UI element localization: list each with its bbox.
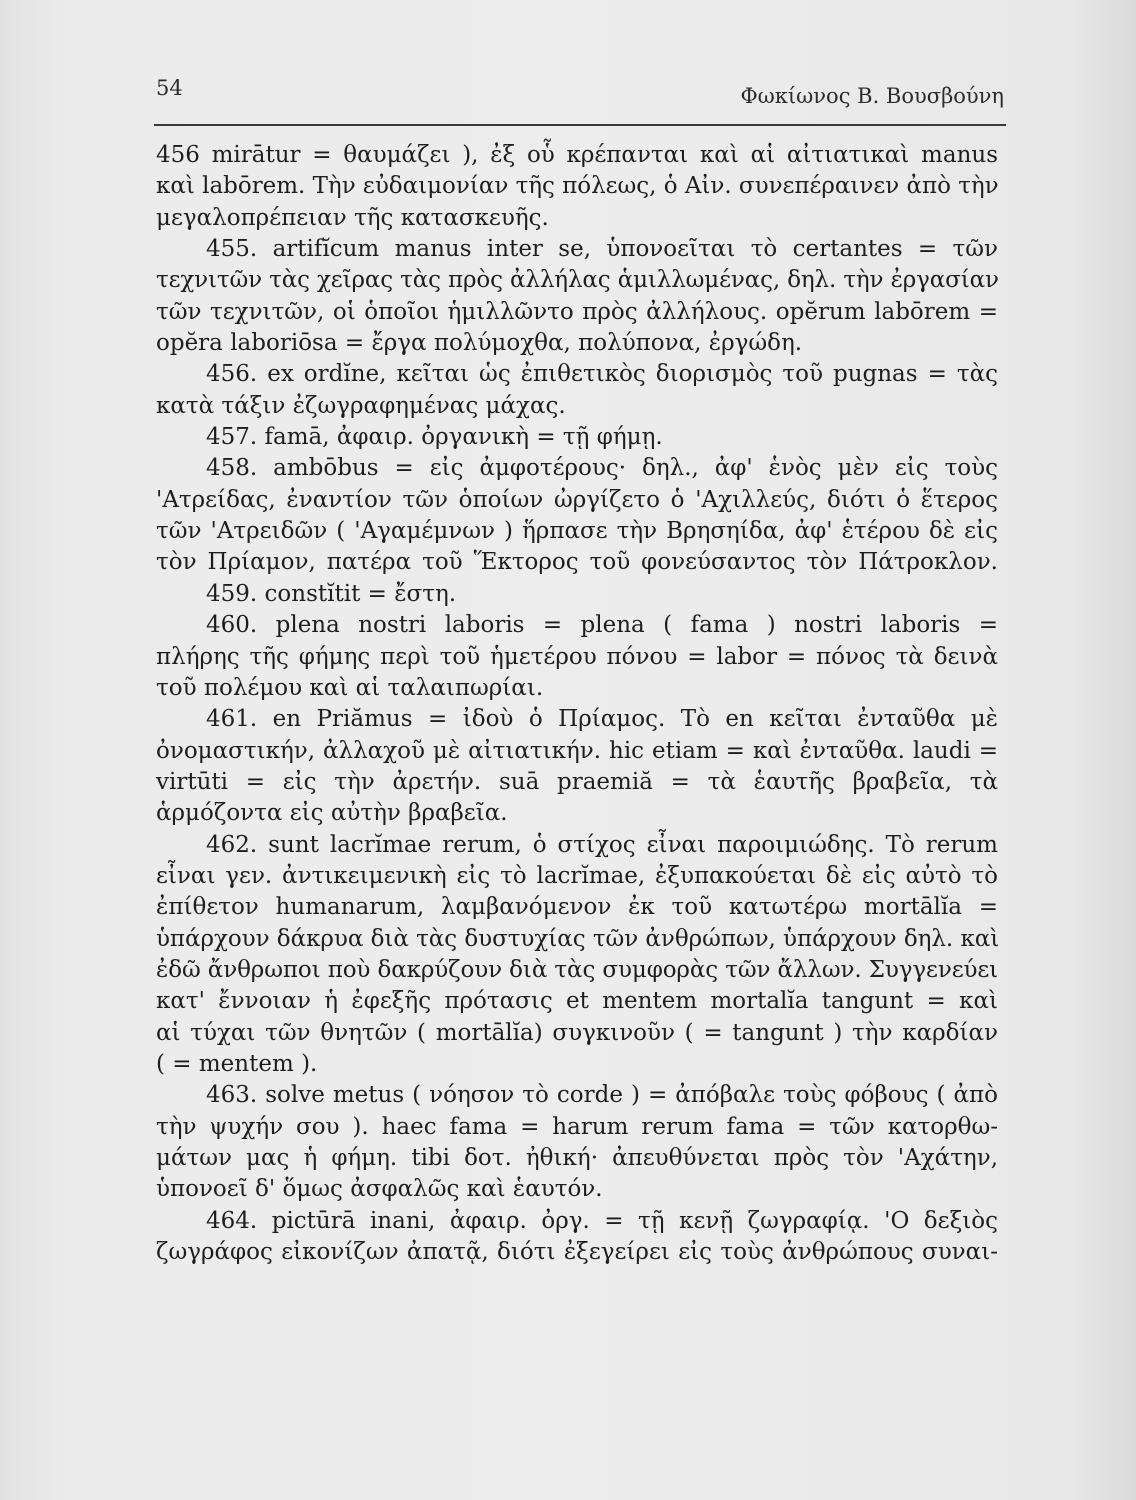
text-line: τεχνιτῶν τὰς χεῖρας τὰς πρὸς ἀλλήλας ἁμιλλωμένας, δηλ. τὴν ἐργασίαν (156, 267, 999, 294)
text-line: ὑπάρχουν δάκρυα διὰ τὰς δυστυχίας τῶν ἀνθρώπων, ὑπάρχουν δηλ. καὶ (156, 925, 1000, 952)
text-line: ὑπονοεῖ δ' ὅμως ἀσφαλῶς καὶ ἑαυτόν. (156, 1176, 603, 1203)
text-line: κατὰ τάξιν ἐζωγραφημένας μάχας. (156, 392, 566, 419)
text-line: ἁρμόζοντα εἰς αὐτὴν βραβεῖα. (156, 800, 508, 827)
header-rule (154, 124, 1006, 126)
text-line: πλήρης τῆς φήμης περὶ τοῦ ἡμετέρου πόνου = labor = πόνος τὰ δεινὰ (156, 643, 998, 670)
text-line: καὶ labōrem. Τὴν εὐδαιμονίαν τῆς πόλεως, ὁ Αἰν. συνεπέραινεν ἀπὸ τὴν (156, 173, 999, 200)
text-line: μάτων μας ἡ φήμη. tibi δοτ. ἠθική· ἀπευθύνεται πρὸς τὸν 'Αχάτην, (156, 1145, 998, 1171)
note-464: 464. pictūrā inani, ἀφαιρ. ὀργ. = τῇ κενῇ ζωγραφίᾳ. 'Ο δεξιὸς (206, 1207, 998, 1234)
text-line: τῶν 'Ατρειδῶν ( 'Αγαμέμνων ) ἥρπασε τὴν Βρησηίδα, ἀφ' ἑτέρου δὲ εἰς (156, 518, 998, 545)
text-line: τὴν ψυχήν σου ). haec fama = harum rerum fama = τῶν κατορθω- (156, 1113, 998, 1140)
note-455: 455. artifĭcum manus inter se, ὑπονοεῖται τὸ certantes = τῶν (206, 236, 998, 263)
note-456: 456. ex ordĭne, κεῖται ὡς ἐπιθετικὸς διορισμὸς τοῦ pugnas = τὰς (206, 361, 998, 388)
text-line: τῶν τεχνιτῶν, οἱ ὁποῖοι ἡμιλλῶντο πρὸς ἀλλήλους. opĕrum labōrem = (156, 298, 998, 325)
text-line: ἐδῶ ἄνθρωποι ποὺ δακρύζουν διὰ τὰς συμφορὰς τῶν ἄλλων. Συγγενεύει (156, 956, 999, 983)
text-line: κατ' ἔννοιαν ἡ ἐφεξῆς πρότασις et mentem mortalĭa tangunt = καὶ (156, 988, 998, 1015)
text-line: 456 mirātur = θαυμάζει ), ἐξ οὗ κρέπανται καὶ αἱ αἰτιατικαὶ manus (156, 142, 998, 168)
text-line: opĕra laboriōsa = ἔργα πολύμοχθα, πολύπονα, ἐργώδη. (156, 330, 803, 357)
running-head-author: Φωκίωνος Β. Βουσβούνη (740, 84, 1004, 108)
note-463: 463. solve metus ( νόησον τὸ corde ) = ἀπόβαλε τοὺς φόβους ( ἀπὸ (206, 1082, 998, 1109)
note-457: 457. famā, ἀφαιρ. ὀργανικὴ = τῇ φήμῃ. (206, 424, 663, 451)
text-line: τοῦ πολέμου καὶ αἱ ταλαιπωρίαι. (156, 674, 544, 701)
text-line: 'Ατρείδας, ἐναντίον τῶν ὁποίων ὠργίζετο ὁ 'Αχιλλεύς, διότι ὁ ἕτερος (156, 486, 998, 513)
text-line: αἱ τύχαι τῶν θνητῶν ( mortālĭa) συγκινοῦν ( = tangunt ) τὴν καρδίαν (156, 1019, 998, 1046)
note-460: 460. plena nostri laboris = plena ( fama ) nostri laboris = (206, 612, 998, 639)
text-line: ζωγράφος εἰκονίζων ἀπατᾷ, διότι ἐξεγείρει εἰς τοὺς ἀνθρώπους συναι- (156, 1239, 998, 1266)
text-line: ἐπίθετον humanarum, λαμβανόμενον ἐκ τοῦ κατωτέρω mortālĭa = (156, 894, 998, 921)
text-line: τὸν Πρίαμον, πατέρα τοῦ Ἕκτορος τοῦ φονεύσαντος τὸν Πάτροκλον. (156, 549, 998, 576)
text-line: ( = mentem ). (156, 1050, 318, 1077)
text-line: ὀνομαστικήν, ἀλλαχοῦ μὲ αἰτιατικήν. hic etiam = καὶ ἐνταῦθα. laudi = (156, 737, 998, 764)
note-461: 461. en Priămus = ἰδοὺ ὁ Πρίαμος. Τὸ en κεῖται ἐνταῦθα μὲ (206, 706, 998, 733)
text-line: εἶναι γεν. ἀντικειμενικὴ εἰς τὸ lacrĭmae, ἐξυπακούεται δὲ εἰς αὐτὸ τὸ (156, 862, 998, 889)
note-462: 462. sunt lacrĭmae rerum, ὁ στίχος εἶναι παροιμιώδης. Τὸ rerum (206, 831, 998, 858)
running-head (156, 76, 1004, 112)
commentary-text (156, 140, 998, 1268)
page-number: 54 (156, 76, 183, 100)
text-line: virtūti = εἰς τὴν ἀρετήν. suā praemiă = τὰ ἑαυτῆς βραβεῖα, τὰ (156, 768, 998, 795)
text-line: μεγαλοπρέπειαν τῆς κατασκευῆς. (156, 204, 549, 231)
note-459: 459. constĭtit = ἔστη. (206, 580, 457, 607)
note-458: 458. ambōbus = εἰς ἀμφοτέρους· δηλ., ἀφ' ἑνὸς μὲν εἰς τοὺς (206, 455, 998, 482)
